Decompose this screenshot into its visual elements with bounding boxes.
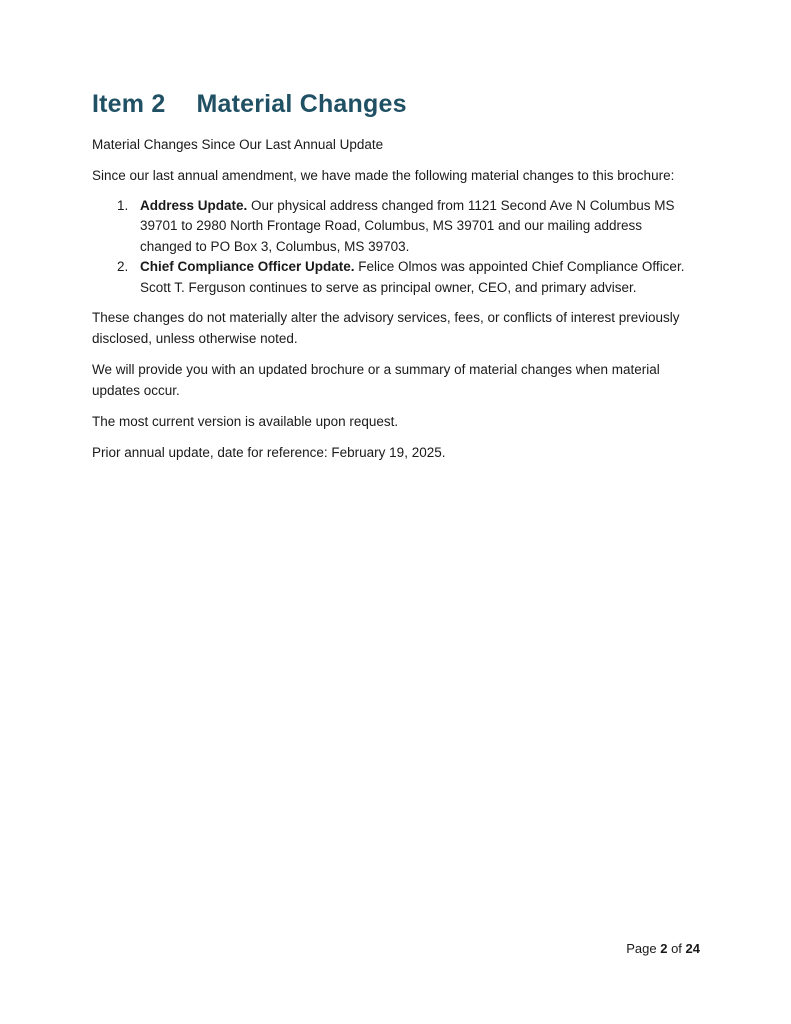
section-heading: [92, 90, 700, 119]
footer-current-page: 2: [660, 941, 668, 956]
list-item: [92, 196, 700, 258]
list-item-number: 2.: [117, 259, 129, 275]
page-content: [0, 0, 791, 463]
list-item-number: 1.: [117, 197, 129, 213]
list-item-lead: Address Update.: [140, 197, 248, 213]
footer-of: of: [667, 941, 686, 956]
list-item-rest: Felice Olmos was appointed Chief Compliance Officer. Scott T. Ferguson continues to serve as principal owner, CEO, and primary adviser.: [140, 259, 685, 295]
section-heading-title: Material Changes: [196, 90, 407, 118]
footer-total-pages: 24: [685, 941, 700, 956]
material-changes-list: [92, 196, 700, 299]
footer-label: Page: [626, 941, 661, 956]
section-heading-item-number: Item 2: [92, 90, 166, 118]
list-item-text: [140, 196, 700, 258]
list-item-rest: Our physical address changed from 1121 Second Ave N Columbus MS 39701 to 2980 North Frontage Road, Columbus, MS 39701 and our mailing address changed to PO Box 3, Columbus, MS 39703.: [140, 197, 675, 254]
list-item-text: [140, 257, 700, 298]
body-paragraph: We will provide you with an updated brochure or a summary of material changes when material updates occur.: [92, 362, 660, 399]
body-paragraph: Prior annual update, date for reference: February 19, 2025.: [92, 445, 446, 461]
page-number-footer: [626, 941, 700, 957]
list-item-lead: Chief Compliance Officer Update.: [140, 259, 355, 275]
intro-paragraph: Since our last annual amendment, we have made the following material changes to this brochure:: [92, 167, 675, 183]
body-paragraph: The most current version is available upon request.: [92, 414, 399, 430]
section-subtitle: Material Changes Since Our Last Annual Update: [92, 136, 384, 152]
body-paragraph: These changes do not materially alter the advisory services, fees, or conflicts of interest previously disclosed, unless otherwise noted.: [92, 310, 680, 347]
list-item: [92, 257, 700, 298]
